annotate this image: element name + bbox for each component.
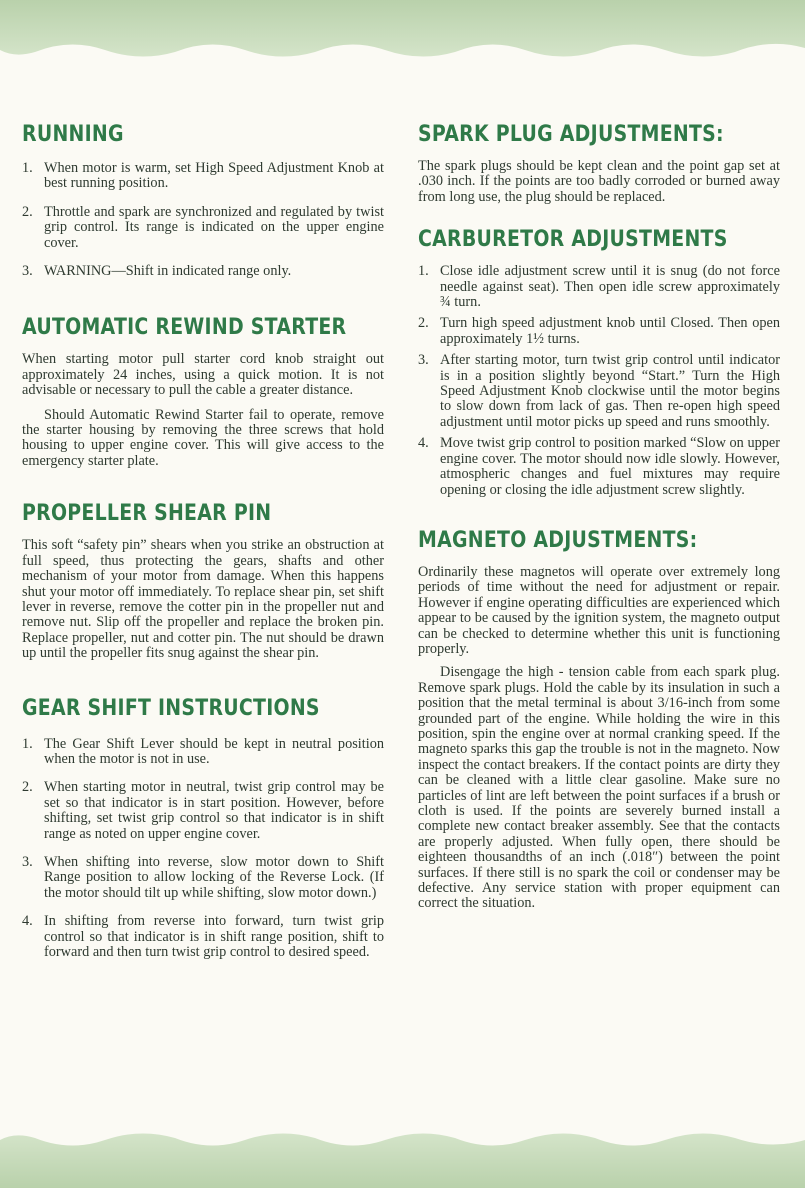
carburetor-item-4 [418, 436, 780, 498]
running-item-2 [22, 205, 384, 251]
shear-pin-section [22, 501, 384, 661]
spark-plug-heading: SPARK PLUG ADJUSTMENTS: [418, 122, 724, 147]
list-text: Throttle and spark are synchronized and regulated by twist grip control. Its range is indicated on the upper engine cover. [44, 203, 384, 251]
list-text: Move twist grip control to position marked “Slow on upper engine cover. The motor should now idle slowly. However, atmospheric changes and fuel mixtures may require opening or closing the idle adjustment screw slightly. [440, 435, 780, 498]
right-column [418, 118, 780, 912]
list-number: 3. [418, 352, 429, 369]
list-text: After starting motor, turn twist grip control until indicator is in a position slightly beyond “Start.” Turn the High Speed Adjustment Knob clockwise until the motor begins to slow down from lack of gas. Then re-open high speed adjustment until motor picks up speed and runs smoothly. [440, 352, 780, 430]
carburetor-section [418, 227, 780, 498]
list-text: WARNING—Shift in indicated range only. [44, 263, 292, 280]
running-section [22, 122, 384, 279]
list-number: 1. [22, 160, 33, 176]
rewind-starter-paragraph-2: Should Automatic Rewind Starter fail to operate, remove the starter housing by removing the three screws that hold housing to upper engine cover. This will give access to the emergency starter plate. [22, 406, 384, 469]
list-number: 2. [22, 203, 33, 220]
carburetor-item-3 [418, 353, 780, 430]
magneto-section [418, 528, 780, 912]
rewind-starter-paragraph-1: When starting motor pull starter cord knob straight out approximately 24 inches, using a quick motion. It is not advisable or necessary to pull the cable a greater distance. [22, 351, 384, 399]
top-scallop-border [0, 0, 805, 70]
list-text: Close idle adjustment screw until it is snug (do not force needle against seat). Then open idle screw approximately ¾ turn. [440, 263, 780, 311]
list-text: The Gear Shift Lever should be kept in neutral position when the motor is not in use. [44, 735, 384, 767]
list-number: 1. [418, 263, 429, 280]
top-decorative-band [0, 0, 805, 70]
gear-shift-list [22, 737, 384, 961]
running-list [22, 161, 384, 279]
list-number: 2. [418, 315, 429, 332]
carburetor-item-1 [418, 264, 780, 310]
magneto-heading: MAGNETO ADJUSTMENTS: [418, 527, 698, 553]
list-text: When motor is warm, set High Speed Adjustment Knob at best running position. [44, 160, 384, 192]
list-text: When shifting into reverse, slow motor down to Shift Range position to allow locking of the Reverse Lock. (If the motor should tilt up while shifting, slow motor down.) [44, 853, 384, 901]
list-text: In shifting from reverse into forward, turn twist grip control so that indicator is in shift range position, shift to forward and then turn twist grip control to desired speed. [44, 913, 384, 960]
list-text: When starting motor in neutral, twist grip control may be set so that indicator is in start position. However, before shifting, set twist grip control so that indicator is in shift range as noted on upper engine cover. [44, 779, 384, 842]
shear-pin-heading: PROPELLER SHEAR PIN [22, 501, 272, 527]
spark-plug-paragraph: The spark plugs should be kept clean and the point gap set at .030 inch. If the points are too badly corroded or burned away from long use, the plug should be replaced. [418, 158, 780, 205]
list-number: 4. [418, 435, 429, 452]
carburetor-heading: CARBURETOR ADJUSTMENTS [418, 227, 728, 253]
bottom-decorative-band [0, 1126, 805, 1188]
gear-shift-item-1 [22, 737, 384, 768]
list-number: 3. [22, 853, 33, 870]
rewind-starter-heading: AUTOMATIC REWIND STARTER [22, 315, 347, 341]
running-item-3 [22, 264, 384, 279]
running-item-1 [22, 161, 384, 192]
gear-shift-item-3 [22, 855, 384, 901]
carburetor-item-2 [418, 316, 780, 347]
rewind-starter-section [22, 315, 384, 469]
magneto-paragraph-2: Disengage the high - tension cable from each spark plug. Remove spark plugs. Hold the cable by its insulation in such a position that the metal terminal is about 3/16-inch from some grounded part of the engine. While holding the wire in this position, spin the engine over at normal cranking speed. If the magneto sparks this gap the trouble is not in the magneto. Now inspect the contact breakers. If the contact points are dirty they can be cleaned with a little clear gasoline. Make sure no particles of lint are left between the point surfaces if a brush or cloth is used. If the points are severely burned install a complete new contact breaker assembly. See that the contacts are properly adjusted. When fully open, there should be eighteen thousandths of an inch (.018″) between the point surfaces. If there still is no spark the coil or condenser may be defective. Any service station with proper equipment can correct the situation. [418, 664, 780, 912]
spark-plug-section [418, 122, 780, 205]
left-column [22, 118, 384, 960]
list-number: 3. [22, 263, 33, 280]
gear-shift-item-4 [22, 914, 384, 960]
list-number: 1. [22, 735, 33, 752]
list-number: 4. [22, 913, 33, 930]
magneto-paragraph-1: Ordinarily these magnetos will operate over extremely long periods of time without the need for adjustment or repair. However if engine operating difficulties are experienced which appear to be caused by the ignition system, the magneto output can be checked to determine whether this unit is functioning properly. [418, 563, 780, 657]
list-text: Turn high speed adjustment knob until Closed. Then open approximately 1½ turns. [440, 315, 780, 347]
running-heading: RUNNING [22, 122, 124, 147]
gear-shift-section [22, 696, 384, 961]
carburetor-list [418, 264, 780, 498]
shear-pin-paragraph: This soft “safety pin” shears when you strike an obstruction at full speed, thus protecting the gears, shafts and other mechanism of your motor from damage. When this happens shut your motor off immediately. To replace shear pin, set shift lever in reverse, remove the cotter pin in the propeller nut and remove nut. Slip off the propeller and replace the broken pin. Replace propeller, nut and cotter pin. The nut should be drawn up until the propeller fits snug against the shear pin. [22, 537, 384, 662]
gear-shift-item-2 [22, 780, 384, 842]
bottom-scallop-border [0, 1126, 805, 1188]
list-number: 2. [22, 779, 33, 796]
gear-shift-heading: GEAR SHIFT INSTRUCTIONS [22, 695, 320, 721]
